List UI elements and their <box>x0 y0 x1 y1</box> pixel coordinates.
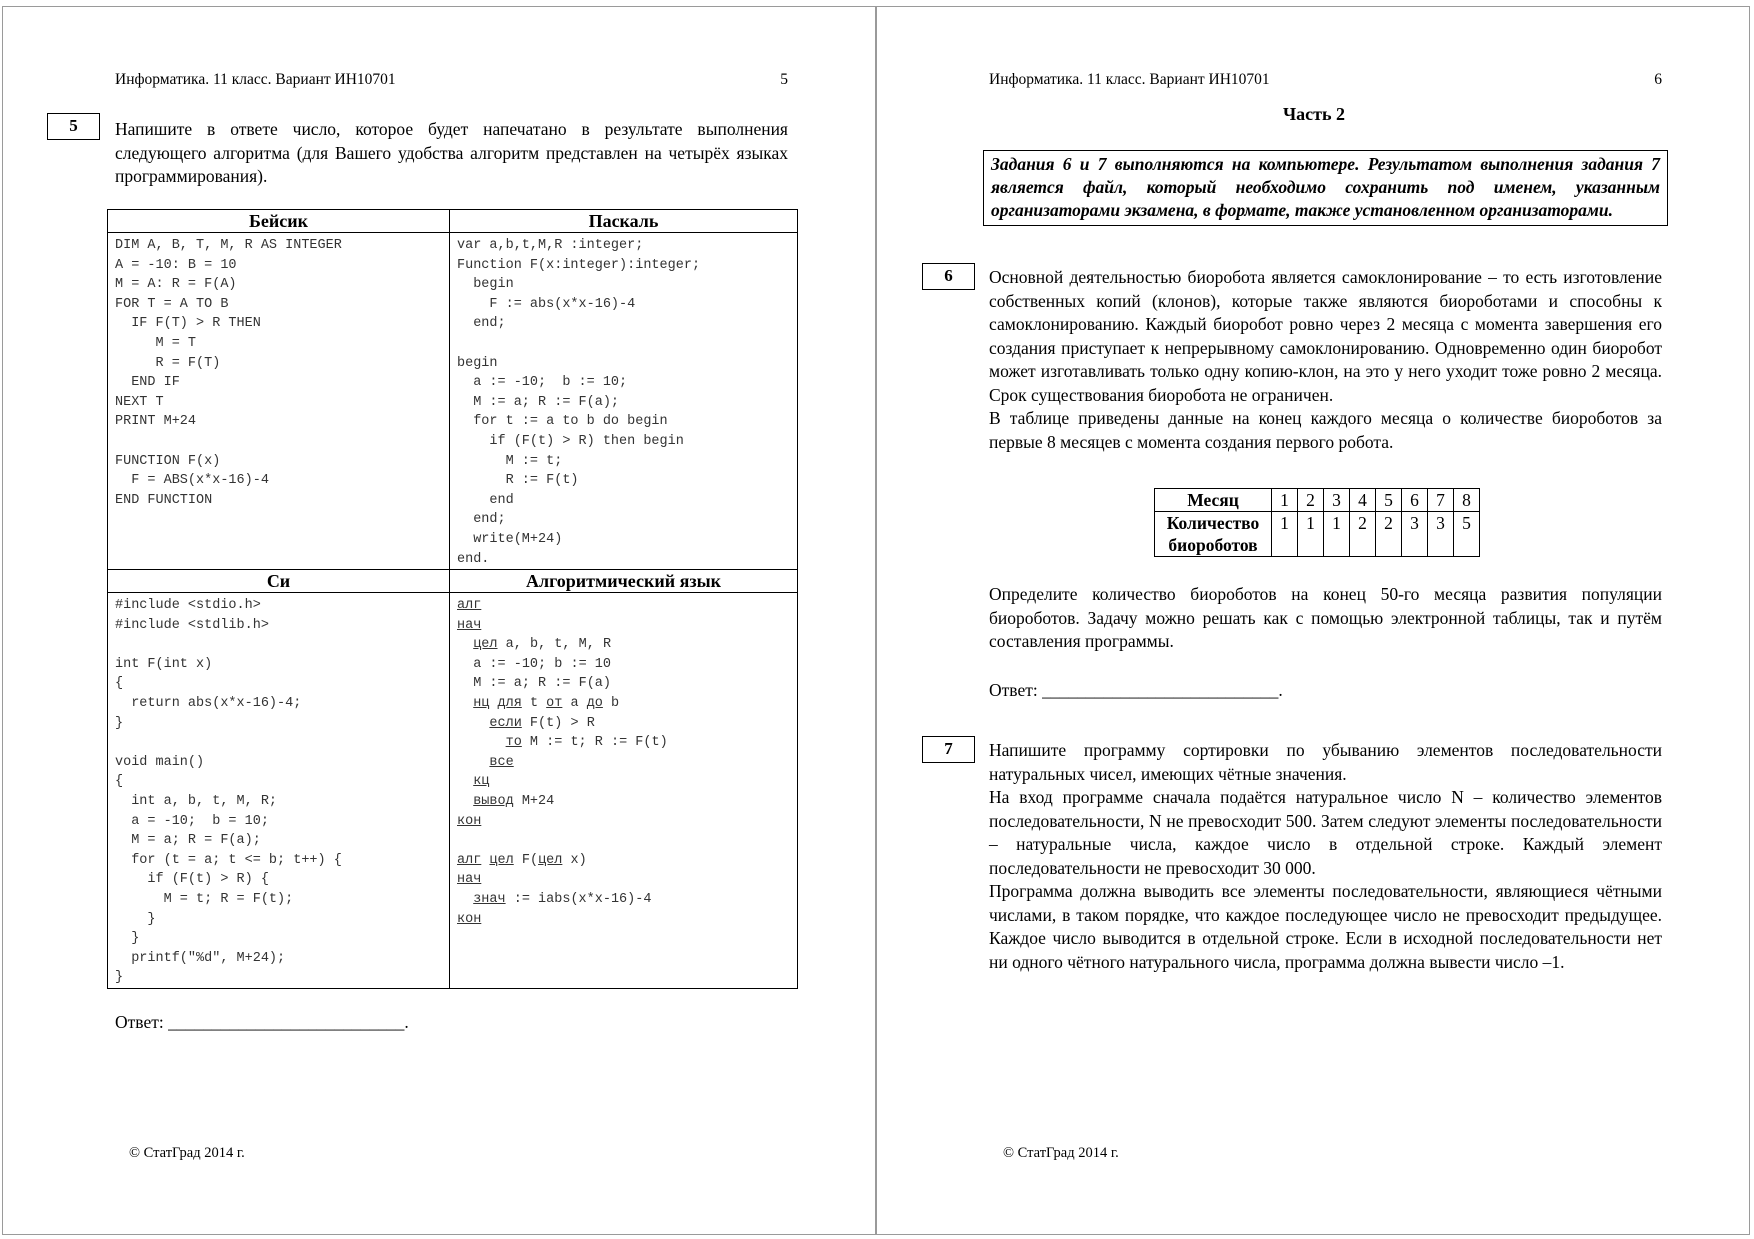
count-cell: 2 <box>1376 512 1402 557</box>
month-cell: 6 <box>1402 489 1428 512</box>
month-cell: 7 <box>1428 489 1454 512</box>
task-number-6: 6 <box>922 263 975 290</box>
count-cell: 1 <box>1324 512 1350 557</box>
footer-copyright: © СтатГрад 2014 г. <box>1003 1145 1119 1161</box>
task-5-text: Напишите в ответе число, которое будет напечатано в результате выполнения следующего алгоритма (для Вашего удобства алгоритм представлен на четырёх языках программирования). <box>115 119 788 186</box>
month-cell: 5 <box>1376 489 1402 512</box>
code-algo: алг нач цел a, b, t, M, R a := -10; b := 10 M := a; R := F(a) нц для t от a до b если F(t) > R то M := t; R := F(t) все кц вывод M+24 кон алг цел F(цел x) нач знач := iabs(x*x-16)-4 кон <box>457 598 668 927</box>
month-cell: 3 <box>1324 489 1350 512</box>
code-c: #include <stdio.h> #include <stdlib.h> int F(int x) { return abs(x*x-16)-4; } void main() { int a, b, t, M, R; a = -10; b = 10; M = a; R = F(a); for (t = a; t <= b; t++) { if (F(t) > R) { M = t; R = F(t); } } printf("%d", M+24); } <box>115 598 342 986</box>
month-cell: 2 <box>1298 489 1324 512</box>
biorobot-table <box>1154 488 1480 557</box>
page-number: 5 <box>780 71 788 88</box>
header-title: Информатика. 11 класс. Вариант ИН10701 <box>115 71 396 88</box>
month-cell: 4 <box>1350 489 1376 512</box>
answer-line-6: Ответ: ___________________________. <box>989 680 1283 700</box>
counts-row <box>1155 512 1480 557</box>
months-label: Месяц <box>1155 489 1272 512</box>
code-pascal: var a,b,t,M,R :integer; Function F(x:integer):integer; begin F := abs(x*x-16)-4 end; begin a := -10; b := 10; M := a; R := F(a); for t := a to b do begin if (F(t) > R) then begin M := t; R := F(t) end end; write(M+24) end. <box>457 238 701 567</box>
task-number-7: 7 <box>922 736 975 763</box>
header-pascal: Паскаль <box>450 210 798 233</box>
month-cell: 8 <box>1454 489 1480 512</box>
task-6-paragraph-1: Основной деятельностью биоробота является самоклонирование – то есть изготовление собственных копий (клонов), которые также являются биороботами и способны к самоклонированию. Каждый биоробот ровно через 2 месяца с момента завершения его создания приступает к непрерывному самоклонированию. Одновременно один биоробот может изготавливать только одну копию-клон, на это у него уходит тоже ровно 2 месяца. Срок существования биоробота не ограничен. <box>989 267 1662 405</box>
count-cell: 5 <box>1454 512 1480 557</box>
part-title: Часть 2 <box>1282 104 1346 124</box>
task-7-paragraph-2: На вход программе сначала подаётся натуральное число N – количество элементов последовательности, N не превосходит 500. Затем следуют элементы последовательности – натуральные числа, каждое число в отдельной строке. Каждый элемент последовательности не превосходит 30 000. <box>989 787 1662 878</box>
header-algo: Алгоритмический язык <box>450 570 798 593</box>
task-number-5: 5 <box>47 113 100 140</box>
count-cell: 1 <box>1298 512 1324 557</box>
page-header <box>115 71 788 89</box>
header-title: Информатика. 11 класс. Вариант ИН10701 <box>989 71 1270 88</box>
task-6-paragraph-3: Определите количество биороботов на конец 50-го месяца развития популяции биороботов. Задачу можно решать как с помощью электронной таблицы, так и путём составления программы. <box>989 584 1662 651</box>
code-table <box>107 209 798 989</box>
task-7-paragraph-3: Программа должна выводить все элементы последовательности, являющиеся чётными числами, в таком порядке, что каждое последующее число не превосходит предыдущее. Каждое число выводится в отдельной строке. Если в исходной последовательности нет ни одного чётного натурального числа, программа должна вывести число –1. <box>989 881 1662 972</box>
task-6-text <box>989 266 1662 454</box>
header-basic: Бейсик <box>108 210 450 233</box>
notice-box: Задания 6 и 7 выполняются на компьютере. Результатом выполнения задания 7 является файл, который необходимо сохранить под именем, указанным организаторами экзамена, в формате, также установленном организаторами. <box>983 150 1668 226</box>
header-c: Си <box>108 570 450 593</box>
page-number: 6 <box>1654 71 1662 88</box>
footer-copyright: © СтатГрад 2014 г. <box>129 1145 245 1161</box>
month-cell: 1 <box>1272 489 1298 512</box>
task-7-text <box>989 739 1662 974</box>
right-page <box>876 6 1750 1235</box>
task-7-paragraph-1: Напишите программу сортировки по убыванию элементов последовательности натуральных чисел, имеющих чётные значения. <box>989 740 1662 784</box>
code-basic: DIM A, B, T, M, R AS INTEGER A = -10: B = 10 M = A: R = F(A) FOR T = A TO B IF F(T) > R THEN M = T R = F(T) END IF NEXT T PRINT M+24 FUNCTION F(x) F = ABS(x*x-16)-4 END FUNCTION <box>115 238 342 508</box>
count-cell: 2 <box>1350 512 1376 557</box>
left-page <box>2 6 876 1235</box>
task-6-paragraph-2: В таблице приведены данные на конец каждого месяца о количестве биороботов за первые 8 месяцев с момента создания первого робота. <box>989 408 1662 452</box>
count-cell: 3 <box>1428 512 1454 557</box>
answer-line-5: Ответ: ___________________________. <box>115 1012 409 1032</box>
count-cell: 3 <box>1402 512 1428 557</box>
page-header <box>989 71 1662 89</box>
count-cell: 1 <box>1272 512 1298 557</box>
counts-label: Количество биороботов <box>1155 512 1272 557</box>
months-row <box>1155 489 1480 512</box>
